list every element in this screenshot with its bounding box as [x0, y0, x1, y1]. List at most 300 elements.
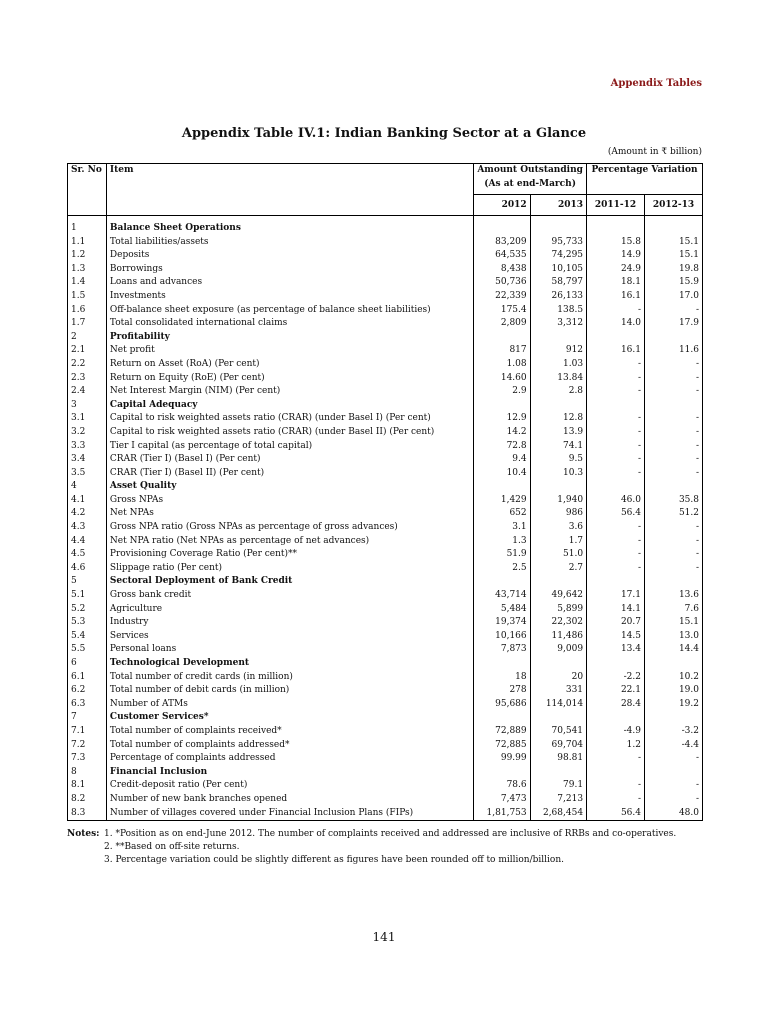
col-header-amount: Amount Outstanding (As at end-March)	[474, 164, 587, 195]
section-heading: Sectoral Deployment of Bank Credit	[106, 575, 473, 589]
row-value: 74,295	[530, 249, 586, 263]
row-value: 78.6	[474, 779, 530, 793]
row-value	[474, 575, 530, 589]
row-value	[645, 575, 703, 589]
table-row	[68, 575, 703, 589]
row-item-label: Number of new bank branches opened	[106, 793, 473, 807]
row-item-label: Loans and advances	[106, 276, 473, 290]
row-sr-no: 1.4	[68, 276, 107, 290]
row-value	[587, 480, 645, 494]
row-value: -	[587, 535, 645, 549]
row-value: 9.5	[530, 453, 586, 467]
row-value: 1.03	[530, 358, 586, 372]
row-sr-no: 1.2	[68, 249, 107, 263]
table-body	[68, 216, 703, 821]
table-row	[68, 385, 703, 399]
row-value: 12.9	[474, 412, 530, 426]
row-value: -	[645, 426, 703, 440]
row-item-label: Agriculture	[106, 603, 473, 617]
row-value	[587, 399, 645, 413]
row-value: 13.9	[530, 426, 586, 440]
row-value: 5,484	[474, 603, 530, 617]
row-value: 5,899	[530, 603, 586, 617]
row-sr-no: 5.1	[68, 589, 107, 603]
row-value: 26,133	[530, 290, 586, 304]
row-value: 17.9	[645, 317, 703, 331]
row-item-label: Provisioning Coverage Ratio (Per cent)**	[106, 548, 473, 562]
table-row	[68, 263, 703, 277]
row-value: 64,535	[474, 249, 530, 263]
row-value: 22.1	[587, 684, 645, 698]
row-value: 10.3	[530, 467, 586, 481]
section-heading: Capital Adequacy	[106, 399, 473, 413]
row-value	[474, 711, 530, 725]
row-value: 13.4	[587, 643, 645, 657]
unit-note: (Amount in ₹ billion)	[607, 147, 702, 157]
row-item-label: Net NPAs	[106, 507, 473, 521]
row-value: 14.0	[587, 317, 645, 331]
row-item-label: Net Interest Margin (NIM) (Per cent)	[106, 385, 473, 399]
row-value: 9.4	[474, 453, 530, 467]
row-sr-no: 2.3	[68, 372, 107, 386]
row-value: 14.9	[587, 249, 645, 263]
row-item-label: Services	[106, 630, 473, 644]
row-value: 2.5	[474, 562, 530, 576]
row-value: 72,885	[474, 739, 530, 753]
row-value: -	[645, 562, 703, 576]
row-value: 3,312	[530, 317, 586, 331]
row-value: 15.1	[645, 616, 703, 630]
row-value: 17.0	[645, 290, 703, 304]
row-value: 20	[530, 671, 586, 685]
table-row	[68, 399, 703, 413]
row-value: 69,704	[530, 739, 586, 753]
section-heading: Technological Development	[106, 657, 473, 671]
row-value: 72,889	[474, 725, 530, 739]
row-value: 51.2	[645, 507, 703, 521]
row-value: 817	[474, 344, 530, 358]
table-row	[68, 779, 703, 793]
row-value: -2.2	[587, 671, 645, 685]
row-value	[530, 575, 586, 589]
row-sr-no: 7.2	[68, 739, 107, 753]
row-value: 10.2	[645, 671, 703, 685]
row-value: 278	[474, 684, 530, 698]
row-sr-no: 5.5	[68, 643, 107, 657]
row-value: 10.4	[474, 467, 530, 481]
row-item-label: Total liabilities/assets	[106, 236, 473, 250]
row-value	[587, 222, 645, 236]
table-row	[68, 494, 703, 508]
row-sr-no: 6.2	[68, 684, 107, 698]
row-value: 2,809	[474, 317, 530, 331]
row-value: 1.7	[530, 535, 586, 549]
row-value: -	[645, 779, 703, 793]
row-item-label: Tier I capital (as percentage of total capital)	[106, 440, 473, 454]
row-value	[587, 657, 645, 671]
row-value: 56.4	[587, 507, 645, 521]
row-value: 912	[530, 344, 586, 358]
row-value: 14.60	[474, 372, 530, 386]
row-item-label: Net profit	[106, 344, 473, 358]
row-value: 14.5	[587, 630, 645, 644]
row-value: 19.8	[645, 263, 703, 277]
row-value: 99.99	[474, 752, 530, 766]
table-row	[68, 276, 703, 290]
table-row	[68, 766, 703, 780]
table-row	[68, 643, 703, 657]
row-value: 15.8	[587, 236, 645, 250]
table-row	[68, 372, 703, 386]
table-row	[68, 562, 703, 576]
row-item-label: Percentage of complaints addressed	[106, 752, 473, 766]
row-value: 1.08	[474, 358, 530, 372]
note-line: 3. Percentage variation could be slightly different as figures have been rounded off to million/billion.	[104, 855, 564, 865]
row-sr-no: 8.3	[68, 807, 107, 821]
row-item-label: Return on Equity (RoE) (Per cent)	[106, 372, 473, 386]
section-heading: Asset Quality	[106, 480, 473, 494]
row-value	[474, 399, 530, 413]
table-row	[68, 752, 703, 766]
row-value: 114,014	[530, 698, 586, 712]
table-row	[68, 222, 703, 236]
row-value: -4.9	[587, 725, 645, 739]
row-value: 18.1	[587, 276, 645, 290]
row-value	[530, 399, 586, 413]
row-item-label: Personal loans	[106, 643, 473, 657]
row-sr-no: 2.4	[68, 385, 107, 399]
row-value	[587, 766, 645, 780]
row-sr-no: 5.2	[68, 603, 107, 617]
row-value: -	[645, 793, 703, 807]
table-row	[68, 630, 703, 644]
row-value: 79.1	[530, 779, 586, 793]
row-value: -	[645, 521, 703, 535]
row-item-label: Gross NPAs	[106, 494, 473, 508]
table-row	[68, 603, 703, 617]
row-item-label: Deposits	[106, 249, 473, 263]
section-heading: Balance Sheet Operations	[106, 222, 473, 236]
row-value	[530, 766, 586, 780]
table-row	[68, 725, 703, 739]
row-sr-no: 1	[68, 222, 107, 236]
row-value	[530, 657, 586, 671]
table-row	[68, 657, 703, 671]
banking-table	[67, 163, 703, 821]
row-value: 98.81	[530, 752, 586, 766]
table-row	[68, 807, 703, 821]
row-value: 18	[474, 671, 530, 685]
row-value: -	[587, 548, 645, 562]
year-header: 2013	[530, 195, 586, 216]
row-value: -	[645, 548, 703, 562]
row-value: -	[645, 467, 703, 481]
row-value	[530, 222, 586, 236]
table-row	[68, 426, 703, 440]
row-value: -	[587, 412, 645, 426]
row-value: -	[645, 440, 703, 454]
row-value: 48.0	[645, 807, 703, 821]
row-sr-no: 7	[68, 711, 107, 725]
note-line: 2. **Based on off-site returns.	[104, 842, 240, 852]
row-item-label: Capital to risk weighted assets ratio (CRAR) (under Basel II) (Per cent)	[106, 426, 473, 440]
row-value: -3.2	[645, 725, 703, 739]
table-row	[68, 331, 703, 345]
row-item-label: Number of villages covered under Financial Inclusion Plans (FIPs)	[106, 807, 473, 821]
row-sr-no: 5	[68, 575, 107, 589]
row-sr-no: 3.2	[68, 426, 107, 440]
row-item-label: Total number of credit cards (in million)	[106, 671, 473, 685]
row-value: 19,374	[474, 616, 530, 630]
row-value: -	[587, 453, 645, 467]
table-row	[68, 711, 703, 725]
table-row	[68, 317, 703, 331]
row-value	[474, 331, 530, 345]
row-sr-no: 4.6	[68, 562, 107, 576]
row-value: 14.1	[587, 603, 645, 617]
row-sr-no: 5.4	[68, 630, 107, 644]
page-title: Appendix Table IV.1: Indian Banking Sector at a Glance	[181, 126, 587, 141]
row-sr-no: 8.1	[68, 779, 107, 793]
row-sr-no: 1.1	[68, 236, 107, 250]
row-value: 15.9	[645, 276, 703, 290]
row-value: 1.2	[587, 739, 645, 753]
row-item-label: Total number of complaints received*	[106, 725, 473, 739]
row-value: 58,797	[530, 276, 586, 290]
note-line: 1. *Position as on end-June 2012. The number of complaints received and addressed are inclusive of RRBs and co-operatives.	[104, 829, 677, 839]
row-item-label: CRAR (Tier I) (Basel II) (Per cent)	[106, 467, 473, 481]
row-value: 986	[530, 507, 586, 521]
table-row	[68, 412, 703, 426]
row-sr-no: 6.1	[68, 671, 107, 685]
row-value: 49,642	[530, 589, 586, 603]
row-value: 138.5	[530, 304, 586, 318]
section-label: Appendix Tables	[610, 78, 702, 89]
table-row	[68, 521, 703, 535]
row-value: 9,009	[530, 643, 586, 657]
row-value: 14.2	[474, 426, 530, 440]
row-value: -	[587, 467, 645, 481]
row-item-label: Net NPA ratio (Net NPAs as percentage of net advances)	[106, 535, 473, 549]
row-sr-no: 2.2	[68, 358, 107, 372]
row-value: 28.4	[587, 698, 645, 712]
row-value: 74.1	[530, 440, 586, 454]
row-item-label: Return on Asset (RoA) (Per cent)	[106, 358, 473, 372]
row-value: 56.4	[587, 807, 645, 821]
row-item-label: Number of ATMs	[106, 698, 473, 712]
row-value	[474, 657, 530, 671]
row-value	[645, 222, 703, 236]
row-item-label: Off-balance sheet exposure (as percentage of balance sheet liabilities)	[106, 304, 473, 318]
row-sr-no: 4.1	[68, 494, 107, 508]
row-value: 22,302	[530, 616, 586, 630]
row-value	[645, 331, 703, 345]
row-value: -	[645, 752, 703, 766]
table-row	[68, 249, 703, 263]
row-value: 19.0	[645, 684, 703, 698]
row-value: 175.4	[474, 304, 530, 318]
table-row	[68, 304, 703, 318]
notes-label: Notes:	[67, 829, 100, 839]
row-value: 51.0	[530, 548, 586, 562]
row-value: 50,736	[474, 276, 530, 290]
row-item-label: Slippage ratio (Per cent)	[106, 562, 473, 576]
row-value: 46.0	[587, 494, 645, 508]
row-value	[474, 480, 530, 494]
row-sr-no: 3.3	[68, 440, 107, 454]
row-value: 24.9	[587, 263, 645, 277]
row-item-label: Total number of complaints addressed*	[106, 739, 473, 753]
row-item-label: Total consolidated international claims	[106, 317, 473, 331]
row-value	[645, 766, 703, 780]
row-value: 1,940	[530, 494, 586, 508]
row-value: -	[645, 304, 703, 318]
row-value	[587, 331, 645, 345]
row-value: 3.1	[474, 521, 530, 535]
row-item-label: Total number of debit cards (in million)	[106, 684, 473, 698]
row-value	[587, 711, 645, 725]
table-row	[68, 793, 703, 807]
row-value: 95,733	[530, 236, 586, 250]
col-header-pct: Percentage Variation	[587, 164, 703, 195]
year-header: 2012	[474, 195, 530, 216]
table-row	[68, 440, 703, 454]
table-row	[68, 548, 703, 562]
row-sr-no: 3	[68, 399, 107, 413]
row-value: -	[645, 385, 703, 399]
row-value	[474, 222, 530, 236]
row-sr-no: 4.4	[68, 535, 107, 549]
row-value: 13.0	[645, 630, 703, 644]
table-row	[68, 236, 703, 250]
row-value: 11.6	[645, 344, 703, 358]
row-sr-no: 7.3	[68, 752, 107, 766]
table-row	[68, 290, 703, 304]
row-value: -	[587, 562, 645, 576]
row-value: 16.1	[587, 344, 645, 358]
section-heading: Customer Services*	[106, 711, 473, 725]
row-value: 43,714	[474, 589, 530, 603]
table-row	[68, 616, 703, 630]
row-value: 8,438	[474, 263, 530, 277]
col-header-item: Item	[106, 164, 473, 216]
row-value	[645, 399, 703, 413]
notes	[67, 828, 707, 867]
row-value: -	[645, 453, 703, 467]
row-value	[474, 766, 530, 780]
row-value: 2.7	[530, 562, 586, 576]
row-value: 7.6	[645, 603, 703, 617]
section-heading: Financial Inclusion	[106, 766, 473, 780]
row-value: 2.9	[474, 385, 530, 399]
row-value: 652	[474, 507, 530, 521]
row-value	[530, 331, 586, 345]
row-item-label: Credit-deposit ratio (Per cent)	[106, 779, 473, 793]
row-value: -	[587, 304, 645, 318]
row-value: 1,81,753	[474, 807, 530, 821]
row-value: -	[587, 521, 645, 535]
section-heading: Profitability	[106, 331, 473, 345]
row-value: 15.1	[645, 236, 703, 250]
row-value: -4.4	[645, 739, 703, 753]
row-value: -	[587, 440, 645, 454]
row-value: 20.7	[587, 616, 645, 630]
row-sr-no: 3.4	[68, 453, 107, 467]
row-value: 7,213	[530, 793, 586, 807]
table-row	[68, 684, 703, 698]
row-value: 35.8	[645, 494, 703, 508]
row-value	[587, 575, 645, 589]
row-sr-no: 4.2	[68, 507, 107, 521]
row-value: 17.1	[587, 589, 645, 603]
row-value: 51.9	[474, 548, 530, 562]
col-header-sr: Sr. No	[68, 164, 107, 216]
row-value: 14.4	[645, 643, 703, 657]
row-sr-no: 1.6	[68, 304, 107, 318]
row-value: -	[645, 372, 703, 386]
table-row	[68, 535, 703, 549]
row-sr-no: 3.5	[68, 467, 107, 481]
row-item-label: Gross NPA ratio (Gross NPAs as percentage of gross advances)	[106, 521, 473, 535]
row-item-label: Borrowings	[106, 263, 473, 277]
row-value: -	[645, 358, 703, 372]
table-row	[68, 698, 703, 712]
table-row	[68, 358, 703, 372]
row-value: 83,209	[474, 236, 530, 250]
year-header: 2012-13	[645, 195, 703, 216]
row-value: 7,473	[474, 793, 530, 807]
row-item-label: Investments	[106, 290, 473, 304]
row-value: 15.1	[645, 249, 703, 263]
row-sr-no: 4.3	[68, 521, 107, 535]
row-value	[645, 480, 703, 494]
row-value: 11,486	[530, 630, 586, 644]
table-row	[68, 671, 703, 685]
row-value: -	[587, 752, 645, 766]
row-value: 95,686	[474, 698, 530, 712]
row-value: -	[587, 779, 645, 793]
row-sr-no: 4.5	[68, 548, 107, 562]
row-value	[530, 480, 586, 494]
row-sr-no: 2	[68, 331, 107, 345]
row-value: 331	[530, 684, 586, 698]
row-value: 22,339	[474, 290, 530, 304]
row-item-label: Capital to risk weighted assets ratio (CRAR) (under Basel I) (Per cent)	[106, 412, 473, 426]
row-sr-no: 8.2	[68, 793, 107, 807]
row-value: -	[587, 372, 645, 386]
row-sr-no: 5.3	[68, 616, 107, 630]
table-row	[68, 589, 703, 603]
row-sr-no: 1.3	[68, 263, 107, 277]
row-sr-no: 3.1	[68, 412, 107, 426]
table-row	[68, 467, 703, 481]
row-sr-no: 6	[68, 657, 107, 671]
row-value: 7,873	[474, 643, 530, 657]
row-value: 10,166	[474, 630, 530, 644]
row-value: 13.6	[645, 589, 703, 603]
row-sr-no: 4	[68, 480, 107, 494]
table-row	[68, 739, 703, 753]
row-value: -	[587, 358, 645, 372]
row-value: 1.3	[474, 535, 530, 549]
row-value: 16.1	[587, 290, 645, 304]
row-item-label: CRAR (Tier I) (Basel I) (Per cent)	[106, 453, 473, 467]
row-sr-no: 1.5	[68, 290, 107, 304]
row-value: -	[645, 412, 703, 426]
page-number: 141	[372, 930, 396, 944]
row-sr-no: 8	[68, 766, 107, 780]
row-value	[530, 711, 586, 725]
